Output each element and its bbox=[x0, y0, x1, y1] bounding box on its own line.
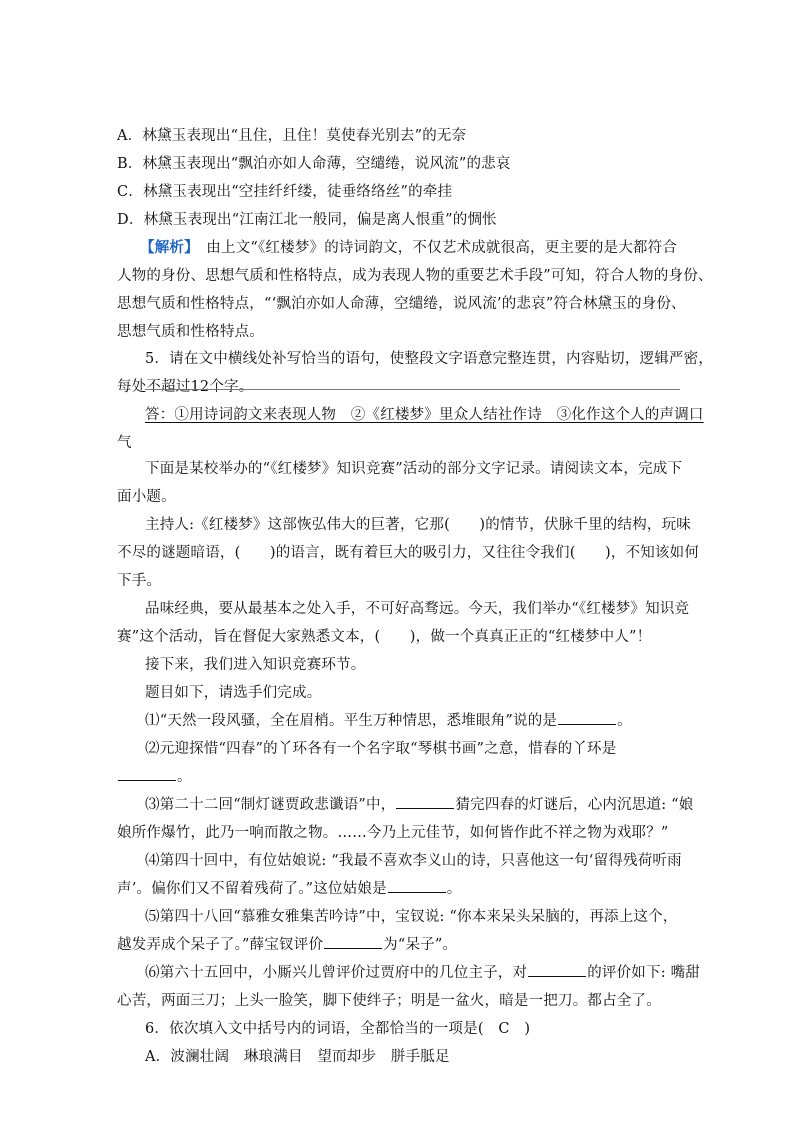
quiz-item-6: ⑹第六十五回中，小厮兴儿曾评价过贾府中的几位主子，对 的评价如下: 嘴甜 bbox=[145, 965, 700, 981]
quiz-item-5: ⑸第四十八回“慕雅女雅集苦吟诗”中，宝钗说: “你本来呆头呆脑的，再添上这个， bbox=[145, 909, 678, 925]
answer-blank bbox=[558, 712, 616, 725]
host-line-3: 下手。 bbox=[117, 573, 162, 589]
analysis-tag: 【解析】 bbox=[140, 239, 192, 256]
option-c: C．林黛玉表现出“空挂纤纤缕，徒垂络络丝”的牵挂 bbox=[117, 184, 453, 200]
answer-divider bbox=[145, 389, 680, 390]
paragraph-4: 题目如下，请选手们完成。 bbox=[145, 685, 322, 701]
host-line-1: 主持人:《红楼梦》这部恢弘伟大的巨著，它那( )的情节，伏脉千里的结构，玩味 bbox=[145, 517, 691, 533]
answer-blank bbox=[528, 964, 586, 977]
passage-intro-line-2: 面小题。 bbox=[117, 489, 176, 505]
answer-blank bbox=[324, 936, 382, 949]
quiz-item-2: ⑵元迎探惜“四春”的丫环各有一个名字取“琴棋书画”之意，惜春的丫环是 bbox=[145, 741, 617, 757]
option-d: D．林黛玉表现出“江南江北一般同，偏是离人恨重”的惆怅 bbox=[117, 212, 497, 228]
answer-blank bbox=[388, 880, 446, 893]
quiz-item-1: ⑴“天然一段风骚，全在眉梢。平生万种情思，悉堆眼角”说的是 。 bbox=[145, 713, 632, 729]
paragraph-3: 接下来，我们进入知识竞赛环节。 bbox=[145, 657, 366, 673]
question-5-line-2: 每处不超过12个字。 bbox=[117, 379, 254, 395]
analysis-line-4: 思想气质和性格特点。 bbox=[117, 324, 264, 340]
question-5-line-1: 5．请在文中横线处补写恰当的语句，使整段文字语意完整连贯，内容贴切，逻辑严密， bbox=[145, 351, 714, 367]
quiz-item-3-line-2: 娘所作爆竹，此乃一响而散之物。……今乃上元佳节，如何皆作此不祥之物为戏耶？” bbox=[117, 825, 669, 841]
passage-intro-line-1: 下面是某校举办的“《红楼梦》知识竞赛”活动的部分文字记录。请阅读文本，完成下 bbox=[145, 461, 683, 477]
option-a: A．林黛玉表现出“且住，且住！莫使春光别去”的无奈 bbox=[117, 128, 467, 144]
analysis-line-2: 人物的身份、思想气质和性格特点，成为表现人物的重要艺术手段”可知，符合人物的身份、 bbox=[117, 268, 713, 284]
paragraph-2-line-1: 品味经典，要从最基本之处入手，不可好高骛远。今天，我们举办“《红楼梦》知识竞 bbox=[145, 601, 690, 617]
quiz-item-2-line-2: 。 bbox=[117, 767, 687, 787]
quiz-item-6-line-2: 心苦，两面三刀；上头一脸笑，脚下使绊子；明是一盆火，暗是一把刀。都占全了。 bbox=[117, 993, 661, 1009]
quiz-item-4-line-2: 声’。偏你们又不留着残荷了。”这位姑娘是 。 bbox=[117, 881, 462, 897]
option-b: B．林黛玉表现出“飘泊亦如人命薄，空缱绻，说风流”的悲哀 bbox=[117, 156, 511, 172]
question-6-option-a: A．波澜壮阔 琳琅满目 望而却步 胼手胝足 bbox=[145, 1049, 450, 1065]
quiz-item-5-line-2: 越发弄成个呆子了。”薛宝钗评价 为“呆子”。 bbox=[117, 937, 458, 953]
answer-5-line-1: 答：①用诗词韵文来表现人物 ②《红楼梦》里众人结社作诗 ③化作这个人的声调口 bbox=[145, 407, 704, 423]
host-line-2: 不尽的谜题暗语，( )的语言，既有着巨大的吸引力，又往往令我们( )，不知该如何 bbox=[117, 545, 700, 561]
quiz-item-3: ⑶第二十二回“制灯谜贾政悲谶语”中， 猜完四春的灯谜后，心内沉思道: “娘 bbox=[145, 797, 694, 813]
answer-5-line-2: 气 bbox=[117, 435, 132, 451]
question-6-stem: 6．依次填入文中括号内的词语，全都恰当的一项是( C ) bbox=[145, 1021, 531, 1037]
answer-blank bbox=[118, 768, 176, 781]
paragraph-2-line-2: 赛”这个活动，旨在督促大家熟悉文本，( )，做一个真真正正的“红楼梦中人”！ bbox=[117, 629, 652, 645]
quiz-item-4: ⑷第四十回中，有位姑娘说: “我最不喜欢李义山的诗，只喜他这一句‘留得残荷听雨 bbox=[145, 853, 682, 869]
analysis-line-3: 思想气质和性格特点，“‘飘泊亦如人命薄，空缱绻，说风流’的悲哀”符合林黛玉的身份、 bbox=[117, 296, 686, 312]
answer-blank bbox=[396, 796, 454, 809]
analysis-line-1: 【解析】 由上文“《红楼梦》的诗词韵文，不仅艺术成就很高，更主要的是大都符合 bbox=[140, 239, 678, 256]
